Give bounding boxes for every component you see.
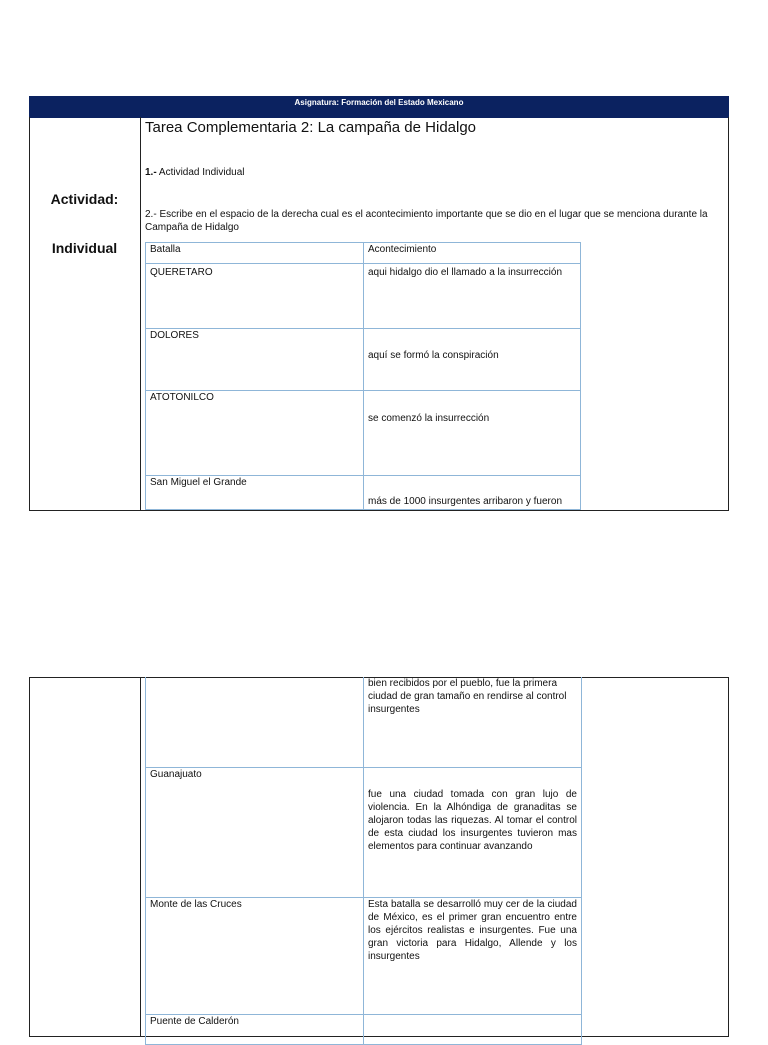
row-event: bien recibidos por el pueblo, fue la primera ciudad de gran tamaño en rendirse al control insurgentes (364, 677, 582, 767)
row-place: San Miguel el Grande (146, 476, 364, 510)
task-title: Tarea Complementaria 2: La campaña de Hidalgo (145, 119, 477, 136)
activity-label: Actividad: (50, 191, 119, 207)
row-event: aquí se formó la conspiración (364, 329, 581, 391)
table-row (146, 391, 581, 476)
subject-header (29, 96, 729, 118)
item-1-number: 1.- (145, 167, 157, 178)
table-row (146, 677, 582, 767)
table-row (146, 897, 582, 1014)
table-row (146, 329, 581, 391)
table-row (146, 1014, 582, 1044)
subject-header-text: Asignatura: Formación del Estado Mexicano (294, 98, 464, 107)
row-place: QUERETARO (146, 264, 364, 329)
row-place (146, 677, 364, 767)
row-event: más de 1000 insurgentes arribaron y fueron (364, 476, 581, 510)
row-event: fue una ciudad tomada con gran lujo de violencia. En la Alhóndiga de granaditas se alojaron todas las riquezas. Al tomar el control de esta ciudad los insurgentes tuvieron mas elementos para continuar avanzando (364, 767, 582, 897)
row-place: Monte de las Cruces (146, 897, 364, 1014)
header-acontecimiento: Acontecimiento (364, 243, 581, 264)
table-row (146, 476, 581, 510)
row-place: ATOTONILCO (146, 391, 364, 476)
row-event: Esta batalla se desarrolló muy cer de la ciudad de México, es el primer gran encuentro entre los ejércitos realistas e insurgentes. Fue una gran victoria para Hidalgo, Allende y los insurgentes (364, 897, 582, 1014)
row-place: Guanajuato (146, 767, 364, 897)
battles-table-continued (145, 677, 582, 1045)
item-1 (145, 166, 245, 179)
individual-label: Individual (51, 240, 118, 256)
table-header-row (146, 243, 581, 264)
column-divider (140, 117, 141, 511)
battles-table (145, 242, 581, 510)
row-event: aqui hidalgo dio el llamado a la insurrección (364, 264, 581, 329)
table-row (146, 264, 581, 329)
row-place: Puente de Calderón (146, 1014, 364, 1044)
table-row (146, 767, 582, 897)
continuation-divider (140, 677, 141, 1037)
item-1-text: Actividad Individual (156, 167, 245, 178)
row-place: DOLORES (146, 329, 364, 391)
item-2-instructions: 2.- Escribe en el espacio de la derecha cual es el acontecimiento importante que se dio en el lugar que se menciona durante la Campaña de Hidalgo (145, 209, 708, 233)
header-batalla: Batalla (146, 243, 364, 264)
row-event (364, 1014, 582, 1044)
row-event: se comenzó la insurrección (364, 391, 581, 476)
